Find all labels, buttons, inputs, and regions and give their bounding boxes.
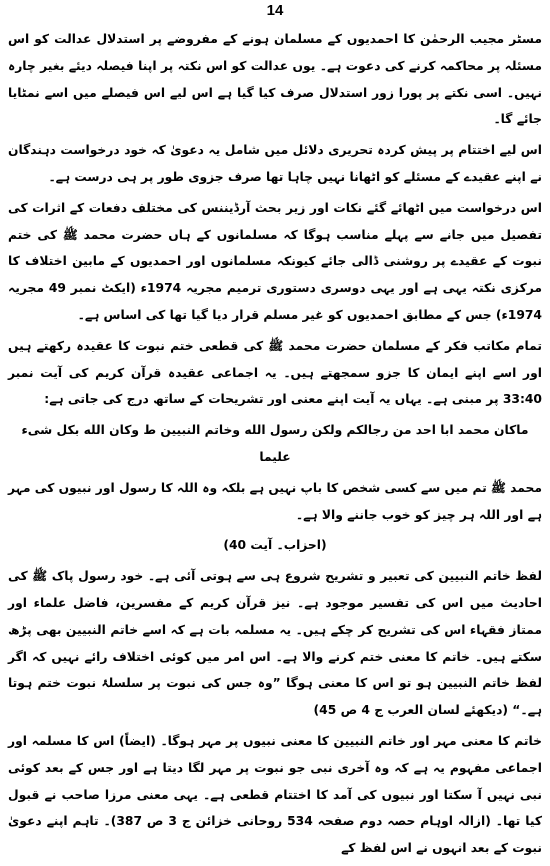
- quran-verse-translation: محمد ﷺ تم میں سے کسی شخص کا باپ نہیں ہے بلکہ وہ اللہ کا رسول اور نبیوں کی مہر ہے اور اللہ ہر چیز کو خوب جاننے والا ہے۔: [8, 480, 542, 522]
- paragraph: اس درخواست میں اٹھائے گئے نکات اور زیر بحث آرڈیننس کی مختلف دفعات کے اثرات کی تفصیل میں جانے سے پہلے مناسب ہوگا کہ مسلمانوں کے ہاں حضرت محمد ﷺ کی ختم نبوت کے عقیدے پر روشنی ڈالی جائے کیونکہ مسلمانوں اور احمدیوں کے مابین اختلاف کا مرکزی نکتہ یہی ہے اور یہی دوسری دستوری ترمیم مجریہ 1974ء (ایکٹ نمبر 49 مجریہ 1974ء) جس کے مطابق احمدیوں کو غیر مسلم قرار دیا گیا تھا کی اساس ہے۔: [8, 200, 542, 322]
- paragraph: لفظ خاتم النبیین کی تعبیر و تشریح شروع ہی سے ہوتی آئی ہے۔ خود رسول پاک ﷺ کی احادیث میں اس کی تفسیر موجود ہے۔ نیز قرآن کریم کے مفسرین، فاضل علماء اور ممتاز فقہاء اس کی تشریح کر چکے ہیں۔ یہ مسلمہ بات ہے کہ اسے خاتم النبیین بھی پڑھ سکتے ہیں۔ خاتم کا معنی ختم کرنے والا ہے۔ اس امر میں کوئی اختلاف رائے نہیں کہ اگر لفظ خاتم النبیین ہو تو اس کا معنی ہوگا ”وہ جس کی نبوت پر سلسلۂ نبوت ختم ہوتا ہے۔“ (دیکھئے لسان العرب ج 4 ص 45): [8, 569, 542, 718]
- paragraph: تمام مکاتب فکر کے مسلمان حضرت محمد ﷺ کی قطعی ختم نبوت کا عقیدہ رکھتے ہیں اور اسے اپنے ایمان کا جزو سمجھتے ہیں۔ یہ اجماعی عقیدہ قرآن کریم کی آیت نمبر 33:40 پر مبنی ہے۔ یہاں یہ آیت اپنے معنی اور تشریحات کے ساتھ درج کی جاتی ہے:: [8, 338, 542, 407]
- paragraph: خاتم کا معنی مہر اور خاتم النبیین کا معنی نبیوں پر مہر ہوگا۔ (ایضاً) اس کا مسلمہ اور اجماعی مفہوم یہ ہے کہ وہ آخری نبی جو نبوت پر مہر لگا دیتا ہے اور جس کے بعد کوئی نبی نہیں آ سکتا اور نبیوں کی آمد کا اختتام قطعی ہے۔ یہی معنی مرزا صاحب نے قبول کیا تھا۔ (ازالہ اوہام حصہ دوم صفحہ 534 روحانی خزائن ج 3 ص 387)۔ تاہم اپنے دعویٰ نبوت کے بعد انہوں نے اس لفظ کے: [8, 733, 542, 856]
- quran-verse-arabic: ماکان محمد ابا احد من رجالکم ولکن رسول الله وخاتم النبیین ط وکان الله بکل شیء علیما: [21, 423, 529, 464]
- paragraph: مسٹر مجیب الرحمٰن کا احمدیوں کے مسلمان ہونے کے مفروضے پر استدلال عدالت کو اس مسئلہ پر محاکمہ کرنے کی دعوت ہے۔ یوں عدالت کو اس نکتہ پر اپنا فیصلہ دیئے بغیر چارہ نہیں۔ اسی نکتے پر پورا زور استدلال صرف کیا گیا ہے اس لیے اس فیصلے میں اسے نمٹایا جائے گا۔: [8, 32, 542, 127]
- document-body: [8, 26, 542, 866]
- quran-verse-reference: (احزاب۔ آیت 40): [223, 538, 327, 553]
- paragraph: اس لیے اختتام پر پیش کردہ تحریری دلائل میں شامل یہ دعویٰ کہ خود درخواست دہندگان نے اپنے عقیدے کے مسئلے کو اٹھانا نہیں چاہا تھا صرف جزوی طور پر ہی درست ہے۔: [8, 143, 542, 184]
- page-number: 14: [266, 2, 284, 19]
